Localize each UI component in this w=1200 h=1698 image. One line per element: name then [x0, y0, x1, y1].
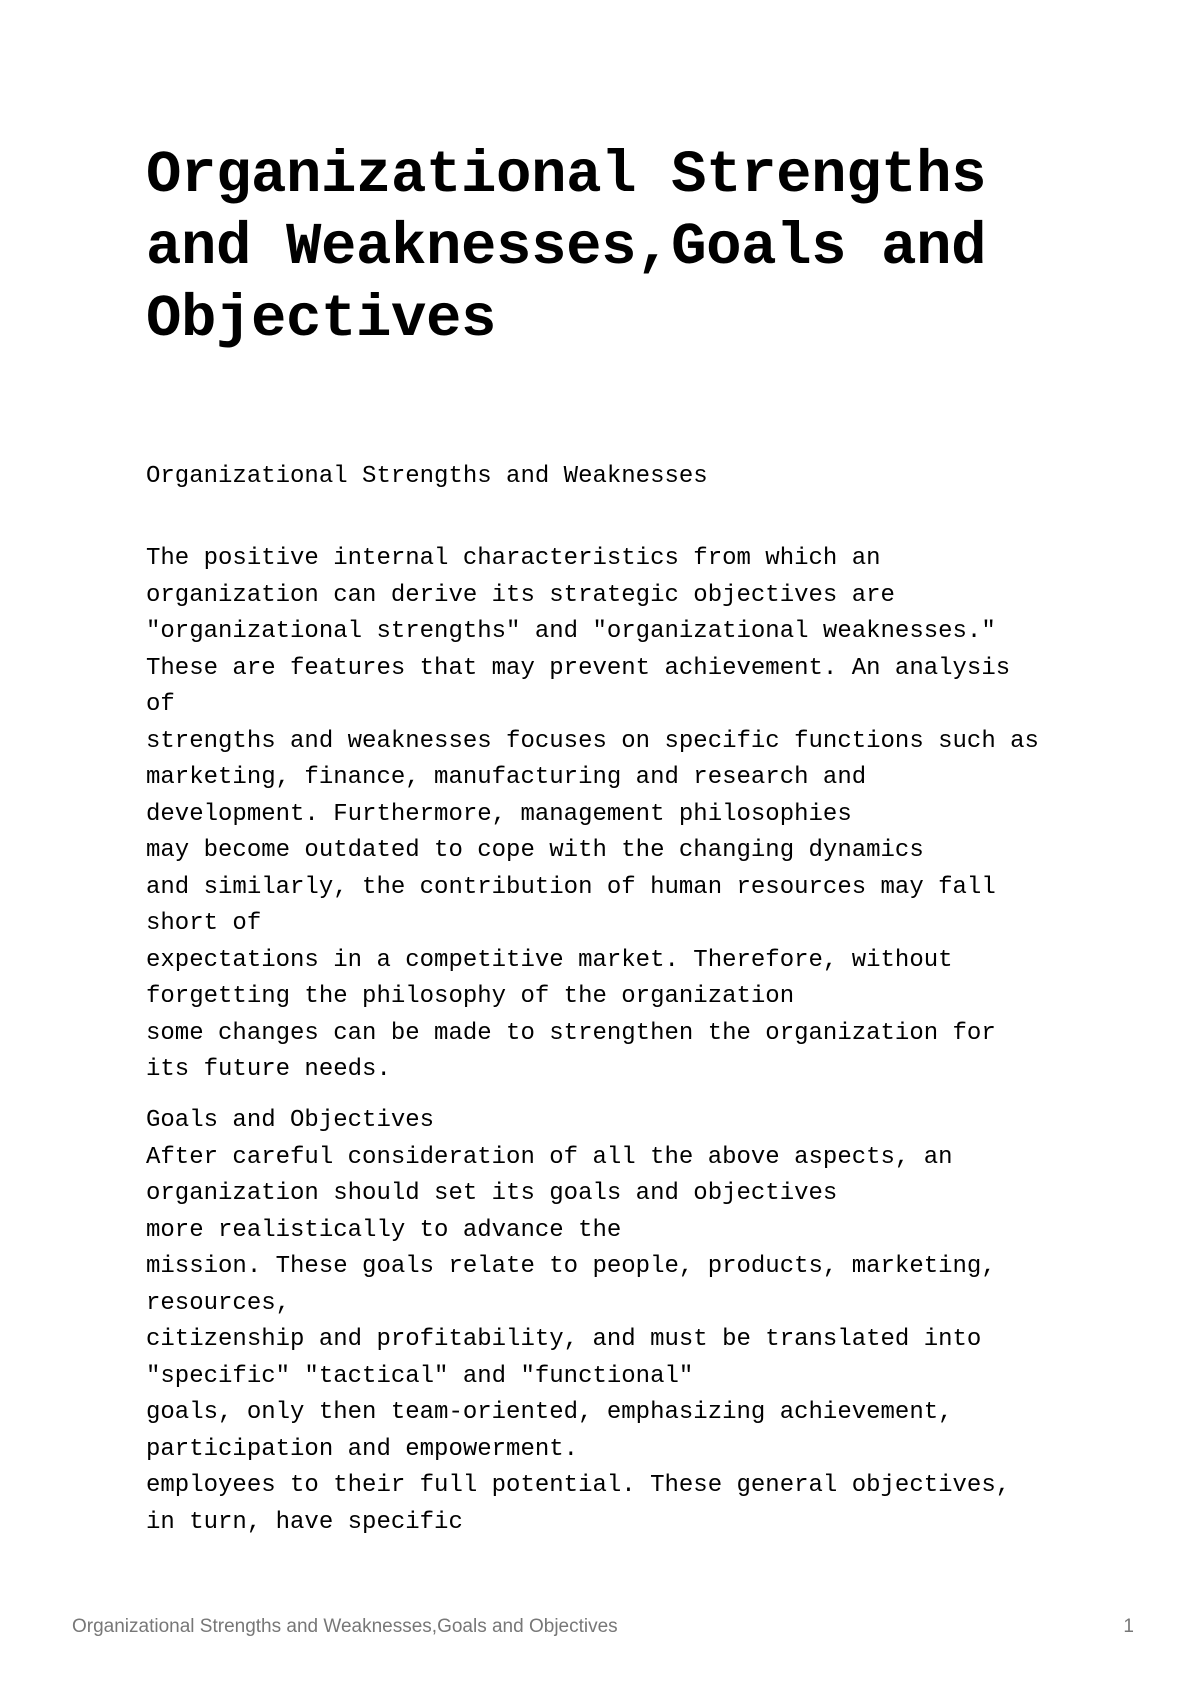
- paragraph-goals-objectives: [146, 1103, 1010, 1541]
- text-line: organization can derive its strategic objectives are: [146, 581, 895, 609]
- text-line: short of: [146, 910, 262, 937]
- text-line: and similarly, the contribution of human resources may fall: [146, 873, 996, 901]
- paragraph-strengths-weaknesses: [146, 541, 1039, 1089]
- title-line: Organizational Strengths: [146, 142, 987, 209]
- text-line: development. Furthermore, management philosophies: [146, 800, 852, 828]
- text-line: These are features that may prevent achievement. An analysis: [146, 654, 1011, 682]
- text-line: expectations in a competitive market. Therefore, without: [146, 946, 953, 974]
- text-line: forgetting the philosophy of the organization: [146, 983, 795, 1010]
- text-line: in turn, have specific: [146, 1508, 463, 1536]
- text-line: After careful consideration of all the above aspects, an: [146, 1143, 953, 1171]
- text-line: may become outdated to cope with the changing dynamics: [146, 837, 924, 864]
- text-line: some changes can be made to strengthen the organization for: [146, 1019, 996, 1047]
- text-line: its future needs.: [146, 1056, 391, 1083]
- text-line: mission. These goals relate to people, products, marketing,: [146, 1253, 996, 1280]
- text-line: participation and empowerment.: [146, 1435, 579, 1463]
- text-line: more realistically to advance the: [146, 1216, 622, 1244]
- text-line: goals, only then team-oriented, emphasizing achievement,: [146, 1399, 953, 1426]
- text-line: "organizational strengths" and "organizational weaknesses.": [146, 618, 996, 645]
- footer-document-title: Organizational Strengths and Weaknesses,Goals and Objectives: [72, 1616, 618, 1637]
- text-line: employees to their full potential. These general objectives,: [146, 1472, 1011, 1499]
- text-line: of: [146, 691, 175, 718]
- text-line: marketing, finance, manufacturing and research and: [146, 764, 867, 791]
- text-line: resources,: [146, 1289, 291, 1317]
- document-title: [146, 140, 986, 356]
- text-line: organization should set its goals and objectives: [146, 1180, 838, 1207]
- title-line: and Weaknesses,Goals and: [146, 214, 987, 281]
- text-line: The positive internal characteristics from which an: [146, 545, 881, 572]
- text-line: citizenship and profitability, and must be translated into: [146, 1326, 982, 1353]
- section-heading-goals-objectives: Goals and Objectives: [146, 1107, 435, 1134]
- title-line: Objectives: [146, 286, 497, 353]
- text-line: "specific" "tactical" and "functional": [146, 1362, 694, 1390]
- section-heading-strengths-weaknesses: Organizational Strengths and Weaknesses: [146, 463, 708, 490]
- text-line: strengths and weaknesses focuses on specific functions such as: [146, 727, 1039, 755]
- footer-page-number: 1: [1123, 1616, 1134, 1637]
